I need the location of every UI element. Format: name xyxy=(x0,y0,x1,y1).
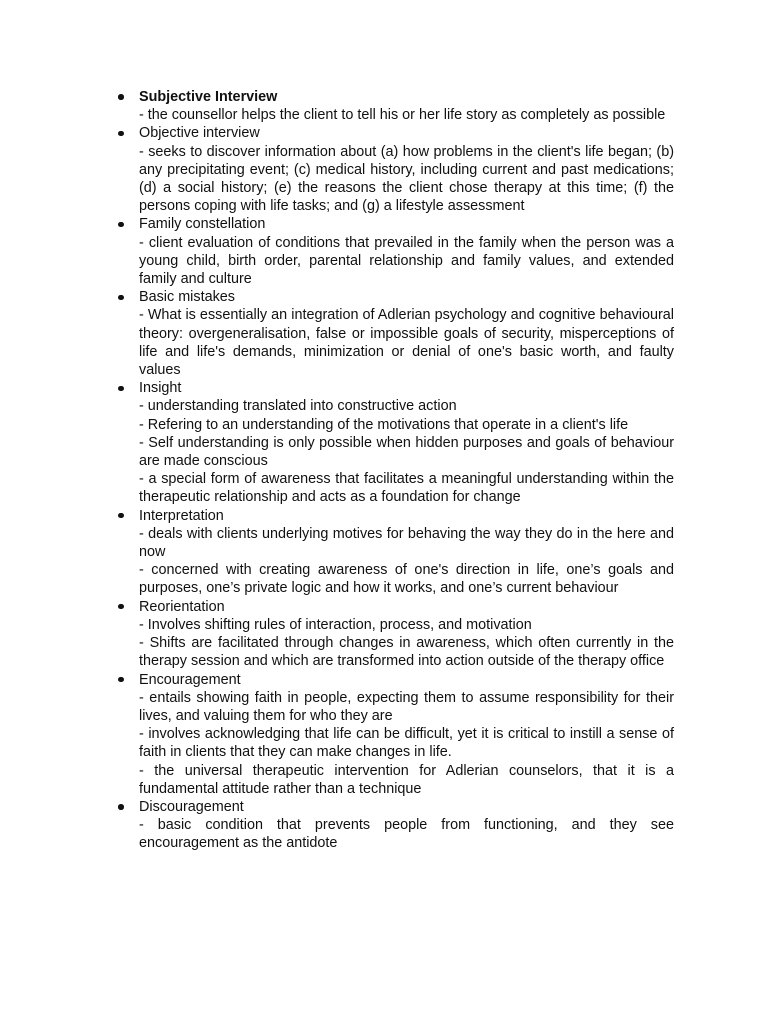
bullet-icon xyxy=(118,94,124,100)
bullet-icon xyxy=(118,604,124,610)
item-description: - client evaluation of conditions that prevailed in the family when the person was a young child, birth order, parental relationship and family values, and extended family and culture xyxy=(139,234,674,288)
item-description: - the universal therapeutic intervention for Adlerian counselors, that it is a fundamental attitude rather than a technique xyxy=(139,762,674,797)
bullet-icon xyxy=(118,804,124,810)
item-description: - seeks to discover information about (a) how problems in the client's life began; (b) any precipitating event; (c) medical history, including current and past medications; (d) a social history; (e) the reasons the client chose therapy at this time; (f) the persons coping with life tasks; and (g) a lifestyle assessment xyxy=(139,143,674,215)
bullet-list xyxy=(139,88,674,853)
item-description: - concerned with creating awareness of one's direction in life, one’s goals and purposes, one’s private logic and how it works, and one’s current behaviour xyxy=(139,562,674,597)
item-title: Insight xyxy=(139,380,182,397)
item-title: Family constellation xyxy=(139,216,266,233)
list-item-reorientation xyxy=(139,598,674,671)
list-item-subjective-interview xyxy=(139,88,674,124)
item-description: - Shifts are facilitated through changes in awareness, which often currently in the therapy session and which are transformed into action outside of the therapy office xyxy=(139,635,674,670)
list-item-insight xyxy=(139,379,674,506)
bullet-icon xyxy=(118,222,124,228)
item-description: - the counsellor helps the client to tell his or her life story as completely as possible xyxy=(139,107,666,124)
item-description: - a special form of awareness that facilitates a meaningful understanding within the therapeutic relationship and acts as a foundation for change xyxy=(139,471,674,506)
bullet-icon xyxy=(118,295,124,301)
item-description: - understanding translated into constructive action xyxy=(139,398,457,415)
bullet-icon xyxy=(118,131,124,137)
list-item-family-constellation xyxy=(139,215,674,288)
item-description: - Refering to an understanding of the motivations that operate in a client's life xyxy=(139,416,629,433)
item-description: - entails showing faith in people, expecting them to assume responsibility for their lives, and valuing them for who they are xyxy=(139,689,674,724)
item-description: - Involves shifting rules of interaction, process, and motivation xyxy=(139,616,532,633)
item-description: - involves acknowledging that life can be difficult, yet it is critical to instill a sense of faith in clients that they can make changes in life. xyxy=(139,726,674,761)
item-description: - Self understanding is only possible when hidden purposes and goals of behaviour are made conscious xyxy=(139,434,674,470)
bullet-icon xyxy=(118,677,124,683)
list-item-encouragement xyxy=(139,671,674,798)
list-item-objective-interview xyxy=(139,124,674,215)
list-item-basic-mistakes xyxy=(139,288,674,379)
document-content xyxy=(139,88,674,853)
list-item-interpretation xyxy=(139,507,674,598)
item-title: Discouragement xyxy=(139,798,244,815)
item-title: Subjective Interview xyxy=(139,89,278,105)
item-description: - basic condition that prevents people from functioning, and they see encouragement as the antidote xyxy=(139,817,674,852)
bullet-icon xyxy=(118,513,124,519)
item-title: Interpretation xyxy=(139,507,224,524)
item-title: Reorientation xyxy=(139,598,225,615)
item-description: - deals with clients underlying motives for behaving the way they do in the here and now xyxy=(139,525,674,561)
item-title: Objective interview xyxy=(139,125,260,142)
item-title: Basic mistakes xyxy=(139,289,235,306)
list-item-discouragement xyxy=(139,798,674,853)
bullet-icon xyxy=(118,386,124,392)
item-description: - What is essentially an integration of Adlerian psychology and cognitive behavioural theory: overgeneralisation, false or impossible goals of security, misperceptions of life and life's demands, minimization or denial of one's basic worth, and faulty values xyxy=(139,307,674,379)
item-title: Encouragement xyxy=(139,671,241,688)
